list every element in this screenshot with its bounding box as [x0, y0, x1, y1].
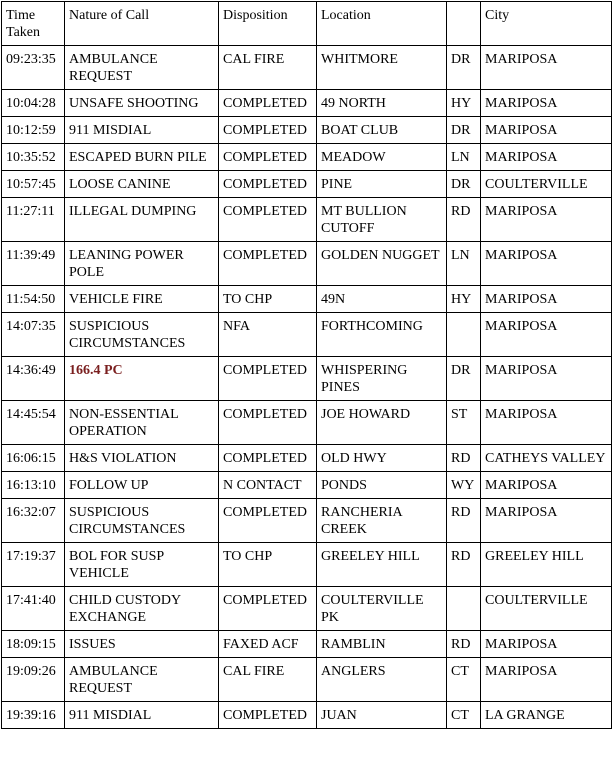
cell-city: MARIPOSA [481, 658, 612, 702]
cell-disposition: FAXED ACF [219, 631, 317, 658]
table-row [2, 499, 612, 543]
cell-location: JOE HOWARD [317, 401, 447, 445]
cell-location: MT BULLION CUTOFF [317, 198, 447, 242]
cell-disposition: COMPLETED [219, 171, 317, 198]
cell-nature: 911 MISDIAL [65, 702, 219, 729]
cell-city: GREELEY HILL [481, 543, 612, 587]
cell-disposition: COMPLETED [219, 499, 317, 543]
table-row [2, 313, 612, 357]
table-row [2, 658, 612, 702]
cell-disposition: COMPLETED [219, 90, 317, 117]
cell-time: 16:13:10 [2, 472, 65, 499]
table-row [2, 631, 612, 658]
header-suffix [447, 2, 481, 46]
cell-nature: SUSPICIOUS CIRCUMSTANCES [65, 313, 219, 357]
cell-city: MARIPOSA [481, 631, 612, 658]
cell-location: 49 NORTH [317, 90, 447, 117]
cell-suffix: LN [447, 144, 481, 171]
cell-nature: LOOSE CANINE [65, 171, 219, 198]
cell-suffix: RD [447, 499, 481, 543]
table-row [2, 117, 612, 144]
cell-suffix: LN [447, 242, 481, 286]
cell-time: 16:32:07 [2, 499, 65, 543]
cell-suffix: CT [447, 658, 481, 702]
cell-disposition: N CONTACT [219, 472, 317, 499]
cell-location: RAMBLIN [317, 631, 447, 658]
cell-location: WHITMORE [317, 46, 447, 90]
cell-location: GREELEY HILL [317, 543, 447, 587]
cell-nature: SUSPICIOUS CIRCUMSTANCES [65, 499, 219, 543]
cell-city: MARIPOSA [481, 313, 612, 357]
cell-location: JUAN [317, 702, 447, 729]
table-row [2, 472, 612, 499]
cell-suffix: DR [447, 171, 481, 198]
cell-nature: ESCAPED BURN PILE [65, 144, 219, 171]
cell-location: FORTHCOMING [317, 313, 447, 357]
cell-suffix: RD [447, 543, 481, 587]
cell-location: PONDS [317, 472, 447, 499]
cell-suffix: CT [447, 702, 481, 729]
cell-location: BOAT CLUB [317, 117, 447, 144]
cell-location: MEADOW [317, 144, 447, 171]
cell-time: 10:04:28 [2, 90, 65, 117]
cell-city: MARIPOSA [481, 90, 612, 117]
cell-city: MARIPOSA [481, 46, 612, 90]
cell-time: 14:36:49 [2, 357, 65, 401]
cell-time: 16:06:15 [2, 445, 65, 472]
table-row [2, 357, 612, 401]
cell-time: 11:27:11 [2, 198, 65, 242]
cell-disposition: COMPLETED [219, 198, 317, 242]
cell-location: OLD HWY [317, 445, 447, 472]
header-disposition: Disposition [219, 2, 317, 46]
cell-city: CATHEYS VALLEY [481, 445, 612, 472]
cell-city: MARIPOSA [481, 357, 612, 401]
cell-suffix [447, 587, 481, 631]
cell-suffix: WY [447, 472, 481, 499]
cell-nature: VEHICLE FIRE [65, 286, 219, 313]
cell-disposition: COMPLETED [219, 445, 317, 472]
table-row [2, 543, 612, 587]
cell-suffix [447, 313, 481, 357]
cell-city: COULTERVILLE [481, 587, 612, 631]
cell-city: MARIPOSA [481, 472, 612, 499]
cell-suffix: DR [447, 117, 481, 144]
cell-nature: H&S VIOLATION [65, 445, 219, 472]
cell-city: MARIPOSA [481, 242, 612, 286]
cell-suffix: HY [447, 286, 481, 313]
cell-time: 18:09:15 [2, 631, 65, 658]
table-row [2, 401, 612, 445]
table-row [2, 702, 612, 729]
cell-location: WHISPERING PINES [317, 357, 447, 401]
cell-disposition: NFA [219, 313, 317, 357]
table-row [2, 286, 612, 313]
cell-time: 14:07:35 [2, 313, 65, 357]
cell-disposition: COMPLETED [219, 144, 317, 171]
cell-suffix: ST [447, 401, 481, 445]
header-row [2, 2, 612, 46]
cell-disposition: COMPLETED [219, 702, 317, 729]
cell-nature: CHILD CUSTODY EXCHANGE [65, 587, 219, 631]
cell-disposition: TO CHP [219, 286, 317, 313]
cell-location: PINE [317, 171, 447, 198]
cell-suffix: HY [447, 90, 481, 117]
cell-city: MARIPOSA [481, 144, 612, 171]
cell-time: 14:45:54 [2, 401, 65, 445]
table-body [2, 46, 612, 729]
table-row [2, 171, 612, 198]
cell-nature: 166.4 PC [65, 357, 219, 401]
cell-nature: UNSAFE SHOOTING [65, 90, 219, 117]
cell-time: 11:39:49 [2, 242, 65, 286]
cell-nature: 911 MISDIAL [65, 117, 219, 144]
header-time: Time Taken [2, 2, 65, 46]
cell-location: RANCHERIA CREEK [317, 499, 447, 543]
header-nature: Nature of Call [65, 2, 219, 46]
cell-location: 49N [317, 286, 447, 313]
cell-disposition: COMPLETED [219, 117, 317, 144]
cell-nature: ISSUES [65, 631, 219, 658]
table-row [2, 144, 612, 171]
cell-suffix: RD [447, 631, 481, 658]
cell-city: LA GRANGE [481, 702, 612, 729]
table-row [2, 198, 612, 242]
table-header [2, 2, 612, 46]
cell-city: MARIPOSA [481, 198, 612, 242]
table-row [2, 587, 612, 631]
cell-city: MARIPOSA [481, 117, 612, 144]
call-log-table [1, 1, 612, 729]
cell-disposition: COMPLETED [219, 587, 317, 631]
cell-time: 17:19:37 [2, 543, 65, 587]
cell-nature: ILLEGAL DUMPING [65, 198, 219, 242]
cell-time: 19:39:16 [2, 702, 65, 729]
header-city: City [481, 2, 612, 46]
cell-time: 17:41:40 [2, 587, 65, 631]
cell-time: 19:09:26 [2, 658, 65, 702]
cell-city: MARIPOSA [481, 286, 612, 313]
cell-location: ANGLERS [317, 658, 447, 702]
cell-nature: NON-ESSENTIAL OPERATION [65, 401, 219, 445]
cell-nature: LEANING POWER POLE [65, 242, 219, 286]
cell-time: 11:54:50 [2, 286, 65, 313]
cell-nature: FOLLOW UP [65, 472, 219, 499]
cell-disposition: COMPLETED [219, 242, 317, 286]
cell-suffix: DR [447, 46, 481, 90]
cell-suffix: RD [447, 198, 481, 242]
cell-disposition: CAL FIRE [219, 658, 317, 702]
cell-time: 10:57:45 [2, 171, 65, 198]
cell-location: COULTERVILLE PK [317, 587, 447, 631]
cell-disposition: COMPLETED [219, 401, 317, 445]
table-row [2, 445, 612, 472]
cell-city: COULTERVILLE [481, 171, 612, 198]
cell-suffix: RD [447, 445, 481, 472]
cell-suffix: DR [447, 357, 481, 401]
cell-disposition: TO CHP [219, 543, 317, 587]
cell-nature: BOL FOR SUSP VEHICLE [65, 543, 219, 587]
table-row [2, 90, 612, 117]
header-location: Location [317, 2, 447, 46]
cell-city: MARIPOSA [481, 401, 612, 445]
cell-city: MARIPOSA [481, 499, 612, 543]
cell-nature: AMBULANCE REQUEST [65, 46, 219, 90]
cell-time: 09:23:35 [2, 46, 65, 90]
cell-location: GOLDEN NUGGET [317, 242, 447, 286]
table-row [2, 242, 612, 286]
cell-disposition: COMPLETED [219, 357, 317, 401]
cell-time: 10:35:52 [2, 144, 65, 171]
cell-nature: AMBULANCE REQUEST [65, 658, 219, 702]
cell-time: 10:12:59 [2, 117, 65, 144]
table-row [2, 46, 612, 90]
cell-disposition: CAL FIRE [219, 46, 317, 90]
